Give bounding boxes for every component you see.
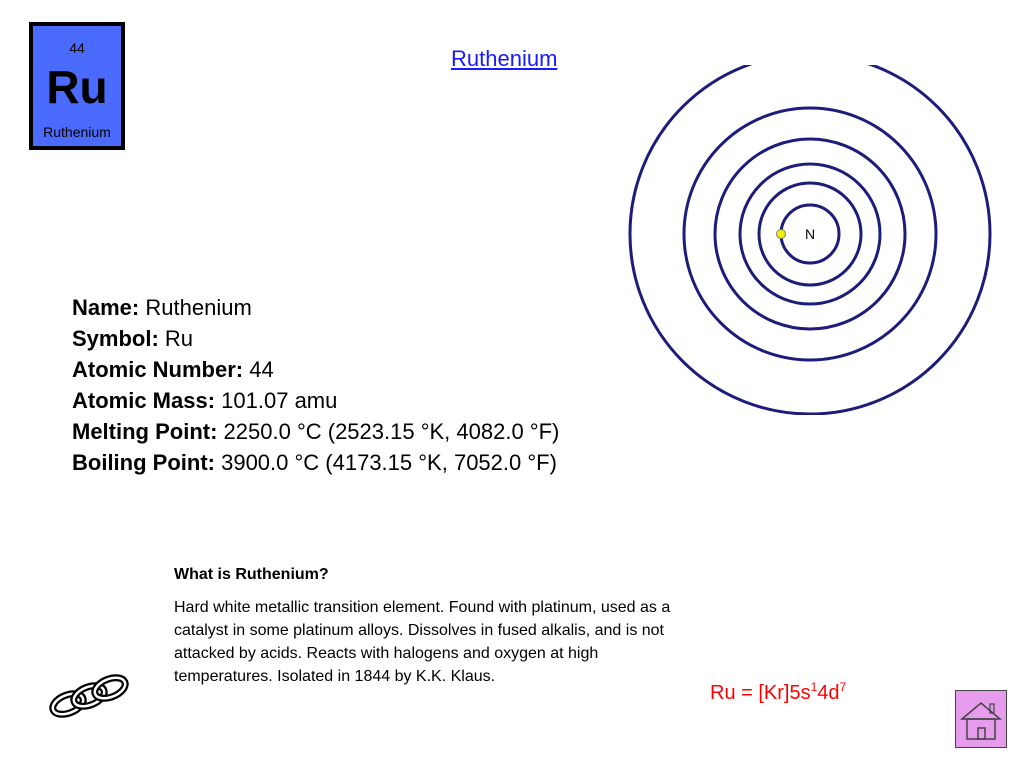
electron-configuration: $Ru = [Kr]5s^14d^7$ — [710, 680, 847, 704]
property-atomic-number: Atomic Number: 44 — [72, 357, 274, 382]
electron — [777, 230, 786, 239]
property-boiling-point: Boiling Point: 3900.0 °C (4173.15 °K, 7052.0 °F) — [72, 450, 557, 475]
property-name: Name: Ruthenium — [72, 295, 252, 320]
description-heading: What is Ruthenium? — [174, 566, 329, 583]
element-description — [174, 563, 674, 688]
atomic-number: 44 — [69, 40, 85, 56]
nucleus-label: N — [804, 226, 816, 242]
element-tile-face — [33, 26, 121, 146]
element-tile — [29, 22, 125, 150]
property-atomic-mass: Atomic Mass: 101.07 amu — [72, 388, 338, 413]
home-icon — [956, 691, 1006, 747]
title-link[interactable]: Ruthenium — [451, 46, 558, 71]
element-symbol: Ru — [46, 61, 108, 113]
property-melting-point: Melting Point: 2250.0 °C (2523.15 °K, 4082.0 °F) — [72, 419, 560, 444]
element-name: Ruthenium — [43, 124, 111, 140]
property-symbol: Symbol: Ru — [72, 326, 194, 351]
bohr-atom-diagram — [620, 65, 1000, 415]
home-button[interactable] — [955, 690, 1007, 748]
element-properties — [72, 292, 559, 478]
chain-link-icon[interactable] — [48, 672, 130, 720]
description-body: Hard white metallic transition element. Found with platinum, used as a catalyst in some platinum alloys. Dissolves in fused alkalis, and is not attacked by acids. Reacts with halogens and oxygen at high temperatures. Isolated in 1844 by K.K. Klaus. — [174, 599, 671, 685]
